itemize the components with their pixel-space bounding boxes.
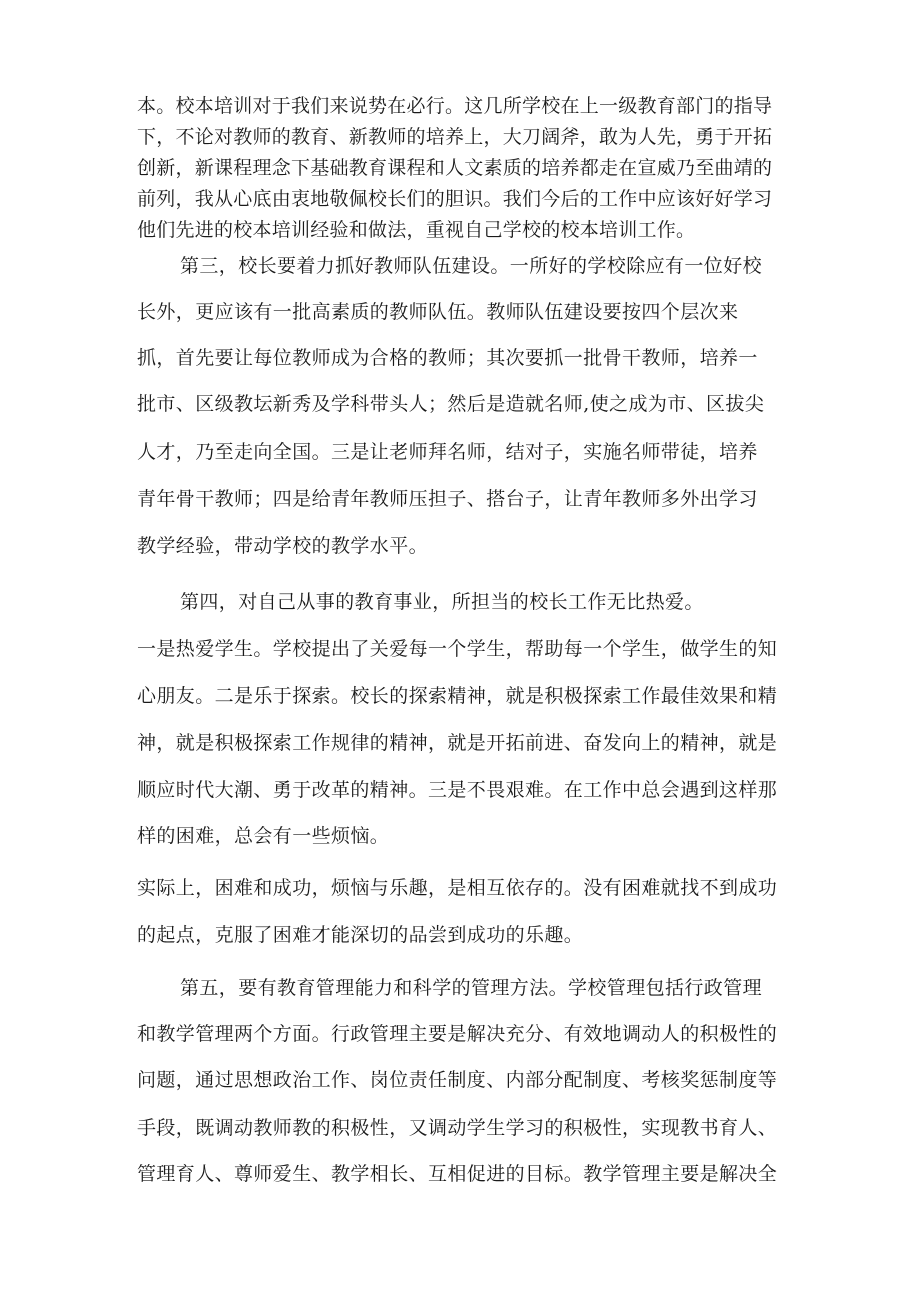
text-line: 创新，新课程理念下基础教育课程和人文素质的培养都走在宣威乃至曲靖的 (137, 157, 773, 179)
text-line: 管理育人、尊师爱生、教学相长、互相促进的目标。教学管理主要是解决全 (137, 1163, 778, 1185)
text-line: 第五，要有教育管理能力和科学的管理方法。学校管理包括行政管理 (180, 977, 763, 999)
text-line: 的起点，克服了困难才能深切的品尝到成功的乐趣。 (137, 924, 584, 946)
text-line: 本。校本培训对于我们来说势在必行。这几所学校在上一级教育部门的指导 (137, 95, 773, 117)
text-line: 神，就是积极探索工作规律的精神，就是开拓前进、奋发向上的精神，就是 (137, 732, 778, 754)
text-line: 样的困难，总会有一些烦恼。 (137, 825, 390, 847)
text-line: 心朋友。二是乐于探索。校长的探索精神，就是积极探索工作最佳效果和精 (137, 685, 778, 707)
text-line: 教学经验，带动学校的教学水平。 (137, 535, 429, 557)
text-line: 批市、区级教坛新秀及学科带头人；然后是造就名师,使之成为市、区拔尖 (137, 393, 765, 415)
text-line: 第三，校长要着力抓好教师队伍建设。一所好的学校除应有一位好校 (180, 255, 763, 277)
text-line: 下，不论对教师的教育、新教师的培养上，大刀阔斧，敢为人先，勇于开拓 (137, 126, 773, 148)
text-line: 第四，对自己从事的教育事业，所担当的校长工作无比热爱。 (180, 591, 704, 613)
text-line: 抓，首先要让每位教师成为合格的教师；其次要抓一批骨干教师，培养一 (137, 347, 758, 369)
text-line: 长外，更应该有一批高素质的教师队伍。教师队伍建设要按四个层次来 (137, 301, 739, 323)
text-line: 问题，通过思想政治工作、岗位责任制度、内部分配制度、考核奖惩制度等 (137, 1069, 778, 1091)
text-line: 一是热爱学生。学校提出了关爱每一个学生，帮助每一个学生，做学生的知 (137, 638, 778, 660)
text-line: 前列，我从心底由衷地敬佩校长们的胆识。我们今后的工作中应该好好学习 (137, 188, 773, 210)
text-line: 他们先进的校本培训经验和做法，重视自己学校的校本培训工作。 (137, 219, 696, 241)
text-line: 人才，乃至走向全国。三是让老师拜名师，结对子，实施名师带徒，培养 (137, 441, 758, 463)
text-line: 和教学管理两个方面。行政管理主要是解决充分、有效地调动人的积极性的 (137, 1023, 778, 1045)
text-line: 实际上，困难和成功，烦恼与乐趣，是相互依存的。没有困难就找不到成功 (137, 877, 778, 899)
text-line: 手段，既调动教师教的积极性，又调动学生学习的积极性，实现教书育人、 (137, 1117, 778, 1139)
text-line: 青年骨干教师；四是给青年教师压担子、搭台子，让青年教师多外出学习 (137, 488, 758, 510)
text-line: 顺应时代大潮、勇于改革的精神。三是不畏艰难。在工作中总会遇到这样那 (137, 779, 778, 801)
